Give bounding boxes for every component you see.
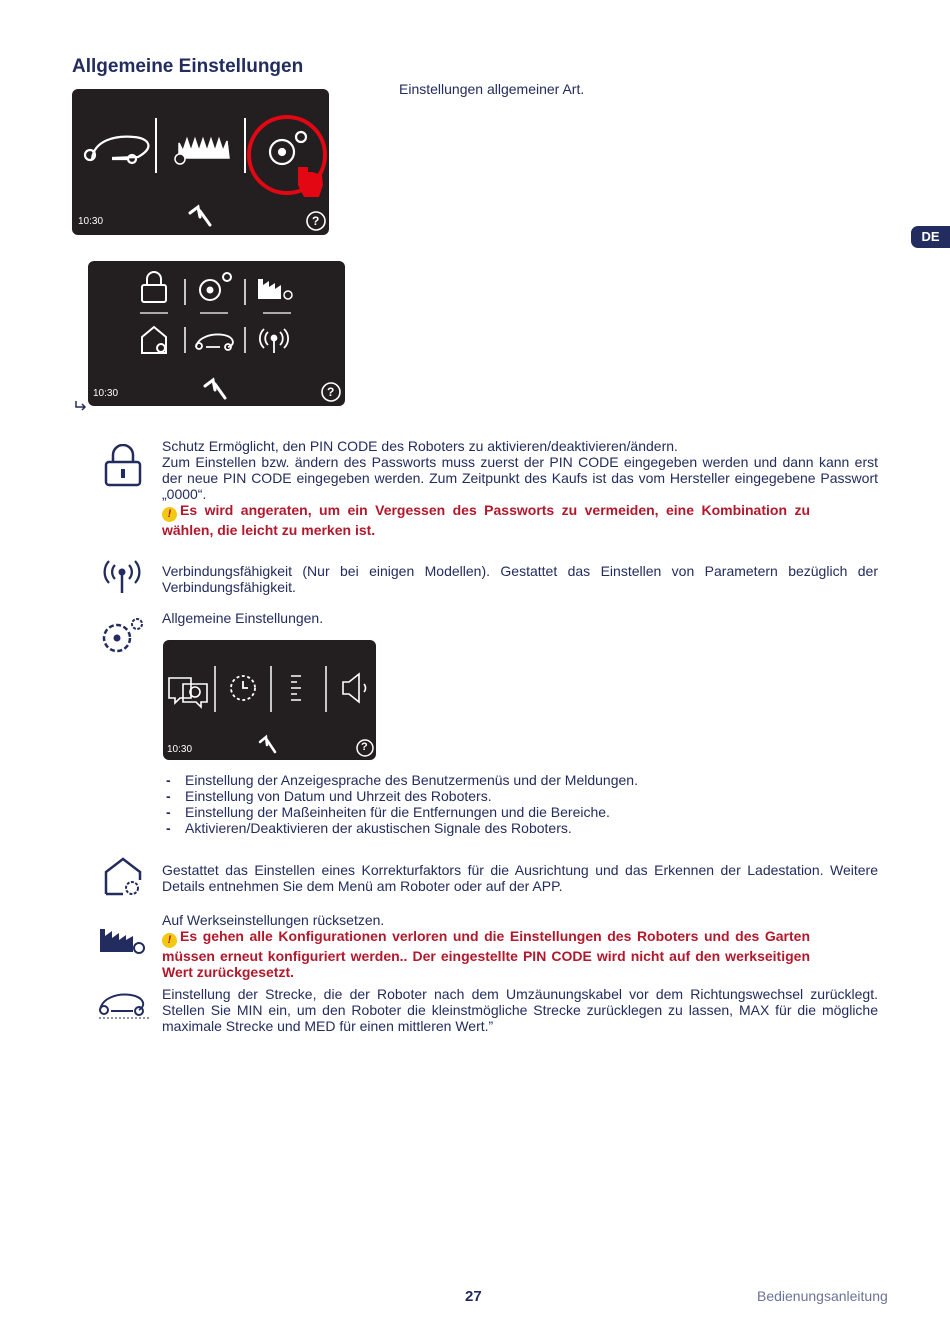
antenna-icon: [101, 558, 143, 594]
connectivity-text: Verbindungsfähigkeit (Nur bei einigen Modellen). Gestattet das Einstellen von Parametern bezüglich der Verbindungsfähigkeit.: [162, 563, 878, 595]
intro-text: Einstellungen allgemeiner Art.: [399, 81, 585, 97]
clock-icon: [231, 676, 255, 700]
robot-distance-icon: [196, 335, 233, 351]
footer-label: Bedienungsanleitung: [757, 1288, 888, 1304]
security-text-1: Schutz Ermöglicht, den PIN CODE des Roboters zu aktivieren/deaktivieren/ändern.: [162, 438, 678, 454]
general-settings-screen: [163, 640, 376, 760]
language-icon: [169, 678, 207, 707]
clock-time: 10:30: [78, 216, 104, 227]
robot-distance-icon: [97, 990, 151, 1020]
list-item: - Aktivieren/Deaktivieren der akustischen Signale des Roboters.: [166, 820, 638, 836]
home-settings-icon: [142, 327, 166, 353]
general-text: Allgemeine Einstellungen.: [162, 610, 324, 626]
page-number: 27: [465, 1288, 482, 1305]
lock-icon: [142, 272, 166, 302]
antenna-icon: [260, 329, 288, 353]
corner-arrow-icon: [74, 400, 88, 412]
security-warning-text: Es wird angeraten, um ein Vergessen des Passworts zu vermeiden, eine Kombination zu wählen, die leicht zu merken ist.: [162, 502, 810, 538]
gear-icon: [200, 273, 231, 300]
page-title: Allgemeine Einstellungen: [72, 56, 304, 77]
help-symbol: ?: [327, 385, 335, 399]
list-item: - Einstellung der Maßeinheiten für die Entfernungen und die Bereiche.: [166, 804, 638, 820]
lock-icon: [104, 444, 142, 488]
factory-icon: [99, 926, 147, 956]
speaker-icon: [343, 674, 366, 702]
factory-text: Auf Werkseinstellungen rücksetzen.: [162, 912, 385, 928]
robot-settings-icon: [85, 137, 148, 163]
distance-text: Einstellung der Strecke, die der Roboter nach dem Umzäunungskabel vor dem Richtungswechsel zurücklegt. Stellen Sie MIN ein, um den Roboter die kleinstmögliche Strecke zurücklegen zu lassen, MAX für die mögliche maximale Strecke und MED für einen mittleren Wert.”: [162, 986, 878, 1034]
help-symbol: ?: [312, 214, 320, 228]
station-text: Gestattet das Einstellen eines Korrekturfaktors für die Ausrichtung und das Erkennen der Ladestation. Weitere Details entnehmen Sie dem Menü am Roboter oder auf der APP.: [162, 862, 878, 894]
security-text-2: Zum Einstellen bzw. ändern des Passworts muss zuerst der PIN CODE eingegeben werden und dann kann erst der neue PIN CODE eingegeben werden. Zum Zeitpunkt des Kaufs ist das vom Hersteller eingegebene Passwort „0000“.: [162, 454, 878, 502]
factory-icon: [258, 279, 292, 299]
clock-time: 10:30: [167, 744, 193, 755]
units-icon: [291, 676, 301, 700]
language-tab: DE: [911, 226, 950, 248]
back-arrow-icon: [260, 737, 275, 752]
clock-time: 10:30: [93, 388, 119, 399]
gear-icon: [99, 616, 147, 658]
list-item: - Einstellung der Anzeigesprache des Benutzermenüs und der Meldungen.: [166, 772, 638, 788]
mowing-height-icon: [175, 139, 229, 164]
home-settings-icon: [103, 856, 145, 898]
general-settings-list: [166, 772, 638, 836]
warning-icon: !: [162, 933, 177, 948]
warning-icon: !: [162, 507, 177, 522]
back-arrow-icon: [190, 207, 210, 225]
back-arrow-icon: [205, 380, 225, 398]
settings-menu-screen: [88, 261, 345, 406]
gear-icon: [270, 132, 306, 164]
factory-warning: [162, 928, 810, 980]
list-item: - Einstellung von Datum und Uhrzeit des Roboters.: [166, 788, 638, 804]
help-symbol: ?: [361, 741, 368, 753]
factory-warning-text: Es gehen alle Konfigurationen verloren und die Einstellungen des Roboters und des Garten müssen erneut konfiguriert werden.. Der eingestellte PIN CODE wird nicht auf den werkseitigen Wert zurückgesetzt.: [162, 928, 810, 980]
security-warning: [162, 502, 810, 538]
main-menu-screen: [72, 89, 329, 235]
